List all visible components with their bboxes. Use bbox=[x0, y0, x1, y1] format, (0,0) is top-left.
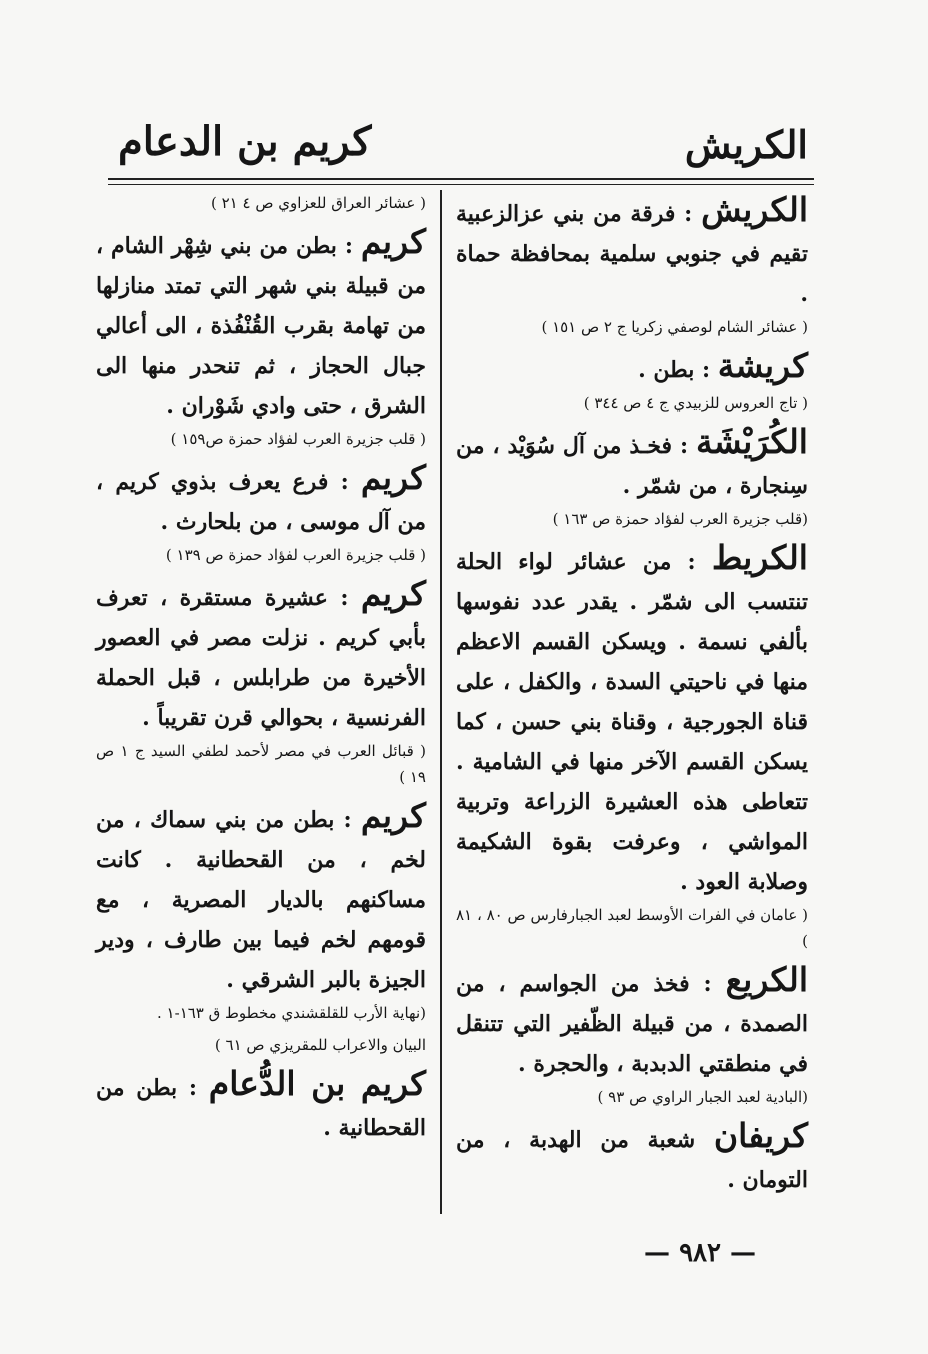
entry-body bbox=[456, 1116, 808, 1200]
dictionary-entry bbox=[456, 960, 808, 1110]
entry-body bbox=[456, 346, 808, 390]
entry-text: : بطن من بني شِهْر الشام ، من قبيلة بني شهر التي تمتد منازلها من تهامة بقرب القُنْفُذة ، الى أعالي جبال الحجاز ، ثم تنحدر منها الى الشرق ، حتى وادي شَوْران . bbox=[96, 233, 426, 419]
entry-body bbox=[456, 422, 808, 506]
dictionary-entry bbox=[456, 1116, 808, 1200]
entry-text: : فخـذ من آل سُوَيْد ، من سِنجارة ، من شمّر . bbox=[456, 433, 808, 499]
entry-text: : بطن . bbox=[638, 357, 711, 383]
entry-reference: ( قبائل العرب في مصر لأحمد لطفي السيد ج ١ ص ١٩ ) bbox=[96, 742, 426, 786]
entry-headword: كريم bbox=[360, 796, 426, 835]
entry-headword: كريم bbox=[360, 458, 426, 497]
running-header-right: الكريش bbox=[684, 122, 808, 167]
entry-text: : بطن من بني سماك ، من لخم ، من القحطانية . كانت مساكنهم بالديار المصرية ، مع قومهم لخم فيما بين طارف ، ودير الجيزة بالبر الشرقي . bbox=[96, 807, 426, 993]
entry-headword: كريفان bbox=[713, 1116, 808, 1155]
right-column bbox=[456, 190, 808, 1204]
entry-reference: ( عشائر الشام لوصفي زكريا ج ٢ ص ١٥١ ) bbox=[541, 318, 808, 336]
dictionary-entry bbox=[96, 222, 426, 452]
entry-text: : من عشائر لواء الحلة تنتسب الى شمّر . يقدر عدد نفوسها بألفي نسمة . ويسكن القسم الاعظم منها في ناحيتي السدة ، والكفل ، على قناة الجورجية ، وقناة بني حسن ، كما يسكن القسم الآخر منها في الشامية . تتعاطى هذه العشيرة الزراعة وتربية المواشي ، وعرفت بقوة الشكيمة وصلابة العود . bbox=[456, 549, 808, 895]
running-header-left: كريم بن الدعام bbox=[118, 118, 372, 165]
entry-text: : فرع يعرف بذوي كريم ، من آل موسى ، من بلحارث . bbox=[96, 469, 426, 535]
entry-text: : بطن من القحطانية . bbox=[96, 1075, 426, 1141]
left-column bbox=[96, 190, 426, 1152]
entry-reference: ( عامان في الفرات الأوسط لعبد الجبارفارس ص ٨٠ ، ٨١ ) bbox=[456, 906, 808, 950]
entry-headword: الكُرَيْشَة bbox=[696, 422, 808, 461]
entry-body bbox=[96, 458, 426, 542]
entry-headword: الكريش bbox=[701, 190, 808, 229]
entry-reference: البيان والاعراب للمقريزي ص ٦١ ) bbox=[214, 1036, 426, 1054]
dictionary-entry bbox=[96, 574, 426, 790]
entry-reference: (قلب جزيرة العرب لفؤاد حمزة ص ١٦٣ ) bbox=[552, 510, 808, 528]
entry-reference: ( قلب جزيرة العرب لفؤاد حمزة ص١٥٩ ) bbox=[170, 430, 426, 448]
entry-body bbox=[96, 796, 426, 1000]
dictionary-entry bbox=[96, 190, 426, 216]
entry-body bbox=[456, 960, 808, 1084]
header-rule-thin bbox=[108, 184, 814, 185]
entry-headword: الكريع bbox=[725, 960, 808, 999]
dictionary-entry bbox=[96, 458, 426, 568]
entry-body bbox=[456, 538, 808, 902]
dictionary-entry bbox=[96, 1064, 426, 1148]
entry-headword: كريم bbox=[360, 574, 426, 613]
entry-headword: كريم bbox=[360, 222, 426, 261]
entry-body bbox=[96, 1064, 426, 1148]
entry-reference: (البادية لعبد الجبار الراوي ص ٩٣ ) bbox=[597, 1088, 808, 1106]
column-divider bbox=[440, 190, 442, 1214]
dictionary-entry bbox=[456, 538, 808, 954]
entry-text: : عشيرة مستقرة ، تعرف بأبي كريم . نزلت مصر في العصور الأخيرة من طرابلس ، قبل الحملة الفرنسية ، بحوالي قرن تقريباً . bbox=[96, 585, 426, 731]
entry-headword: كريشة bbox=[717, 346, 808, 385]
entry-body bbox=[96, 574, 426, 738]
dictionary-entry bbox=[456, 190, 808, 340]
entry-reference: ( عشائر العراق للعزاوي ص ٤ ٢١ ) bbox=[210, 194, 426, 212]
dictionary-entry bbox=[96, 796, 426, 1058]
entry-body bbox=[96, 222, 426, 426]
dictionary-entry bbox=[456, 422, 808, 532]
entry-headword: كريم بن الدُّعام bbox=[208, 1064, 426, 1103]
entry-reference: ( تاج العروس للزبيدي ج ٤ ص ٣٤٤ ) bbox=[583, 394, 808, 412]
entry-reference: (نهاية الأرب للقلقشندي مخطوط ق ١٦٣-١ . bbox=[157, 1004, 426, 1022]
entry-body bbox=[456, 190, 808, 314]
entry-text: : فرقة من بني عزالزعبية تقيم في جنوبي سلمية بمحافظة حماة . bbox=[456, 201, 808, 307]
header-rule-thick bbox=[108, 178, 814, 180]
entry-text: شعبة من الهدبة ، من التومان . bbox=[456, 1127, 808, 1193]
page-number: — ٩٨٢ — bbox=[644, 1238, 757, 1268]
entry-reference: ( قلب جزيرة العرب لفؤاد حمزة ص ١٣٩ ) bbox=[165, 546, 426, 564]
entry-headword: الكريط bbox=[711, 538, 808, 577]
entry-text: : فخذ من الجواسم ، من الصمدة ، من قبيلة الظّفير التي تتنقل في منطقتي الدبدبة ، والحجرة . bbox=[456, 971, 808, 1077]
dictionary-entry bbox=[456, 346, 808, 416]
